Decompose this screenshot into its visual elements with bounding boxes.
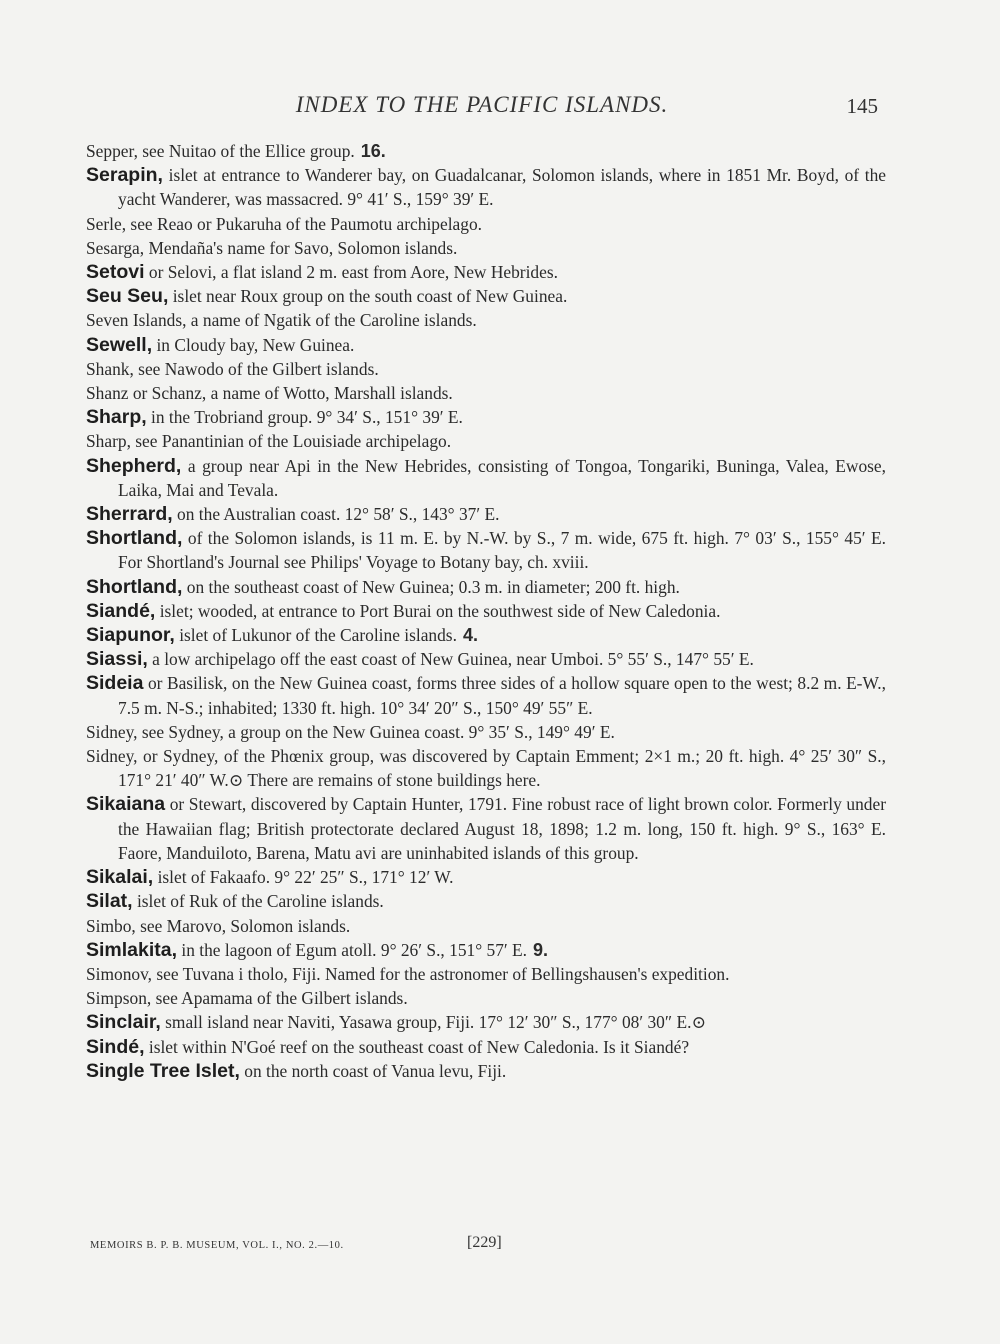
index-entry xyxy=(86,914,886,938)
index-entry xyxy=(86,333,886,357)
entry-text: a group near Api in the New Hebrides, consisting of Tongoa, Tongariki, Buninga, Valea, Ewose, Laika, Mai and Tevala. xyxy=(118,455,886,500)
entry-headword: Shortland, xyxy=(86,575,183,598)
entry-headword: Setovi xyxy=(86,261,145,284)
index-entry xyxy=(86,236,886,260)
index-entry xyxy=(86,744,886,792)
entry-text: islet; wooded, at entrance to Port Burai on the southwest side of New Caledonia. xyxy=(155,600,721,621)
index-entry xyxy=(86,962,886,986)
entry-text: of the Solomon islands, is 11 m. E. by N.-W. by S., 7 m. wide, 675 ft. high. 7° 03′ S., 155° 45′ E. For Shortland's Journal see Philips' Voyage to Botany bay, ch. xviii. xyxy=(118,528,886,573)
index-entry xyxy=(86,1035,886,1059)
entry-text: Sidney, see Sydney, a group on the New Guinea coast. 9° 35′ S., 149° 49′ E. xyxy=(86,721,615,742)
entry-headword: Sikalai, xyxy=(86,866,154,889)
entry-headword: Shepherd, xyxy=(86,454,182,477)
index-entry xyxy=(86,260,886,284)
entry-headword: Sewell, xyxy=(86,333,153,356)
index-entry xyxy=(86,865,886,889)
index-entry xyxy=(86,502,886,526)
entry-text: on the north coast of Vanua levu, Fiji. xyxy=(239,1060,507,1081)
index-entry xyxy=(86,575,886,599)
entry-headword: Siassi, xyxy=(86,648,148,671)
entry-text: on the Australian coast. 12° 58′ S., 143° 37′ E. xyxy=(172,504,500,525)
index-entry xyxy=(86,720,886,744)
entry-text: Simpson, see Apamama of the Gilbert islands. xyxy=(86,988,408,1009)
entry-text: Sesarga, Mendaña's name for Savo, Solomon islands. xyxy=(86,237,458,258)
index-entry xyxy=(86,139,886,163)
index-entry xyxy=(86,938,886,962)
entry-headword: Sikaiana xyxy=(86,793,166,816)
index-entry xyxy=(86,405,886,429)
index-entry xyxy=(86,163,886,211)
entry-text: or Stewart, discovered by Captain Hunter, 1791. Fine robust race of light brown color. Formerly under the Hawaiian flag; British protectorate declared August 18, 1898; 1.2 m. long, 150 ft. high. 9° S., 163° E. Faore, Manduiloto, Barena, Matu avi are uninhabited islands of this group. xyxy=(118,794,886,863)
index-entry xyxy=(86,284,886,308)
entry-text: or Basilisk, on the New Guinea coast, forms three sides of a hollow square open to the west; 8.2 m. E-W., 7.5 m. N-S.; inhabited; 1330 ft. high. 10° 34′ 20″ S., 150° 49′ 55″ E. xyxy=(118,673,886,718)
entry-headword: Sinclair, xyxy=(86,1011,161,1034)
entry-text: Serle, see Reao or Pukaruha of the Paumotu archipelago. xyxy=(86,213,482,234)
entry-text: in the Trobriand group. 9° 34′ S., 151° 39′ E. xyxy=(146,407,463,428)
entry-text: Shanz or Schanz, a name of Wotto, Marshall islands. xyxy=(86,383,453,404)
entry-text: or Selovi, a flat island 2 m. east from Aore, New Hebrides. xyxy=(144,262,558,283)
running-header xyxy=(86,92,878,122)
index-entry xyxy=(86,623,886,647)
index-entry xyxy=(86,1059,886,1083)
index-entry xyxy=(86,308,886,332)
footer-page-number: [229] xyxy=(467,1234,502,1251)
entry-text: in Cloudy bay, New Guinea. xyxy=(152,334,355,355)
entry-headword: Simlakita, xyxy=(86,938,178,961)
entry-text: on the southeast coast of New Guinea; 0.3 m. in diameter; 200 ft. high. xyxy=(182,576,680,597)
index-entry xyxy=(86,647,886,671)
entry-headword: Siandé, xyxy=(86,599,156,622)
index-entry xyxy=(86,792,886,865)
entry-text: islet of Lukunor of the Caroline islands. xyxy=(174,625,457,646)
entry-headword: Sharp, xyxy=(86,406,147,429)
entry-text: islet of Ruk of the Caroline islands. xyxy=(132,891,384,912)
index-entry xyxy=(86,429,886,453)
index-entry xyxy=(86,381,886,405)
index-entry xyxy=(86,599,886,623)
entry-text: a low archipelago off the east coast of New Guinea, near Umboi. 5° 55′ S., 147° 55′ E. xyxy=(147,649,754,670)
entry-text: small island near Naviti, Yasawa group, Fiji. 17° 12′ 30″ S., 177° 08′ 30″ E.⊙ xyxy=(160,1012,707,1033)
index-entry xyxy=(86,1010,886,1034)
entry-headword: Sindé, xyxy=(86,1035,145,1058)
entry-map-reference: 16. xyxy=(360,141,386,161)
index-entry xyxy=(86,454,886,502)
page-footer xyxy=(90,1234,890,1256)
entry-headword: Siapunor, xyxy=(86,624,175,647)
entry-text: in the lagoon of Egum atoll. 9° 26′ S., 151° 57′ E. xyxy=(177,939,528,960)
entry-text: Sepper, see Nuitao of the Ellice group. xyxy=(86,141,355,161)
index-entry xyxy=(86,671,886,719)
index-entry xyxy=(86,212,886,236)
entry-map-reference: 9. xyxy=(533,939,549,960)
footer-signature: MEMOIRS B. P. B. MUSEUM, VOL. I., NO. 2.—10. xyxy=(90,1240,344,1251)
page-title: INDEX TO THE PACIFIC ISLANDS. xyxy=(295,92,669,117)
index-entry xyxy=(86,986,886,1010)
entry-headword: Seu Seu, xyxy=(86,285,169,308)
entry-map-reference: 4. xyxy=(462,625,478,646)
entry-headword: Silat, xyxy=(86,890,133,913)
entry-text: islet at entrance to Wanderer bay, on Guadalcanar, Solomon islands, where in 1851 Mr. Boyd, of the yacht Wanderer, was massacred. 9° 41′ S., 159° 39′ E. xyxy=(118,165,886,210)
index-entry xyxy=(86,526,886,574)
entry-headword: Serapin, xyxy=(86,164,163,187)
index-entry xyxy=(86,357,886,381)
entry-text: Sharp, see Panantinian of the Louisiade archipelago. xyxy=(86,431,452,452)
index-entries xyxy=(86,139,886,1083)
entry-text: islet of Fakaafo. 9° 22′ 25″ S., 171° 12′ W. xyxy=(153,867,454,888)
entry-text: islet within N'Goé reef on the southeast coast of New Caledonia. Is it Siandé? xyxy=(144,1036,690,1057)
entry-text: islet near Roux group on the south coast of New Guinea. xyxy=(168,286,568,307)
entry-text: Sidney, or Sydney, of the Phœnix group, was discovered by Captain Emment; 2×1 m.; 20 ft. high. 4° 25′ 30″ S., 171° 21′ 40″ W.⊙ There are remains of stone buildings here. xyxy=(86,746,886,791)
entry-headword: Shortland, xyxy=(86,527,183,550)
entry-text: Simonov, see Tuvana i tholo, Fiji. Named for the astronomer of Bellingshausen's expedition. xyxy=(86,963,730,984)
entry-text: Seven Islands, a name of Ngatik of the Caroline islands. xyxy=(86,310,477,331)
index-entry xyxy=(86,889,886,913)
entry-headword: Sherrard, xyxy=(86,503,173,526)
entry-headword: Sideia xyxy=(86,672,144,695)
entry-headword: Single Tree Islet, xyxy=(86,1059,240,1082)
entry-text: Simbo, see Marovo, Solomon islands. xyxy=(86,915,351,936)
page-number: 145 xyxy=(846,94,878,118)
entry-text: Shank, see Nawodo of the Gilbert islands. xyxy=(86,358,379,379)
